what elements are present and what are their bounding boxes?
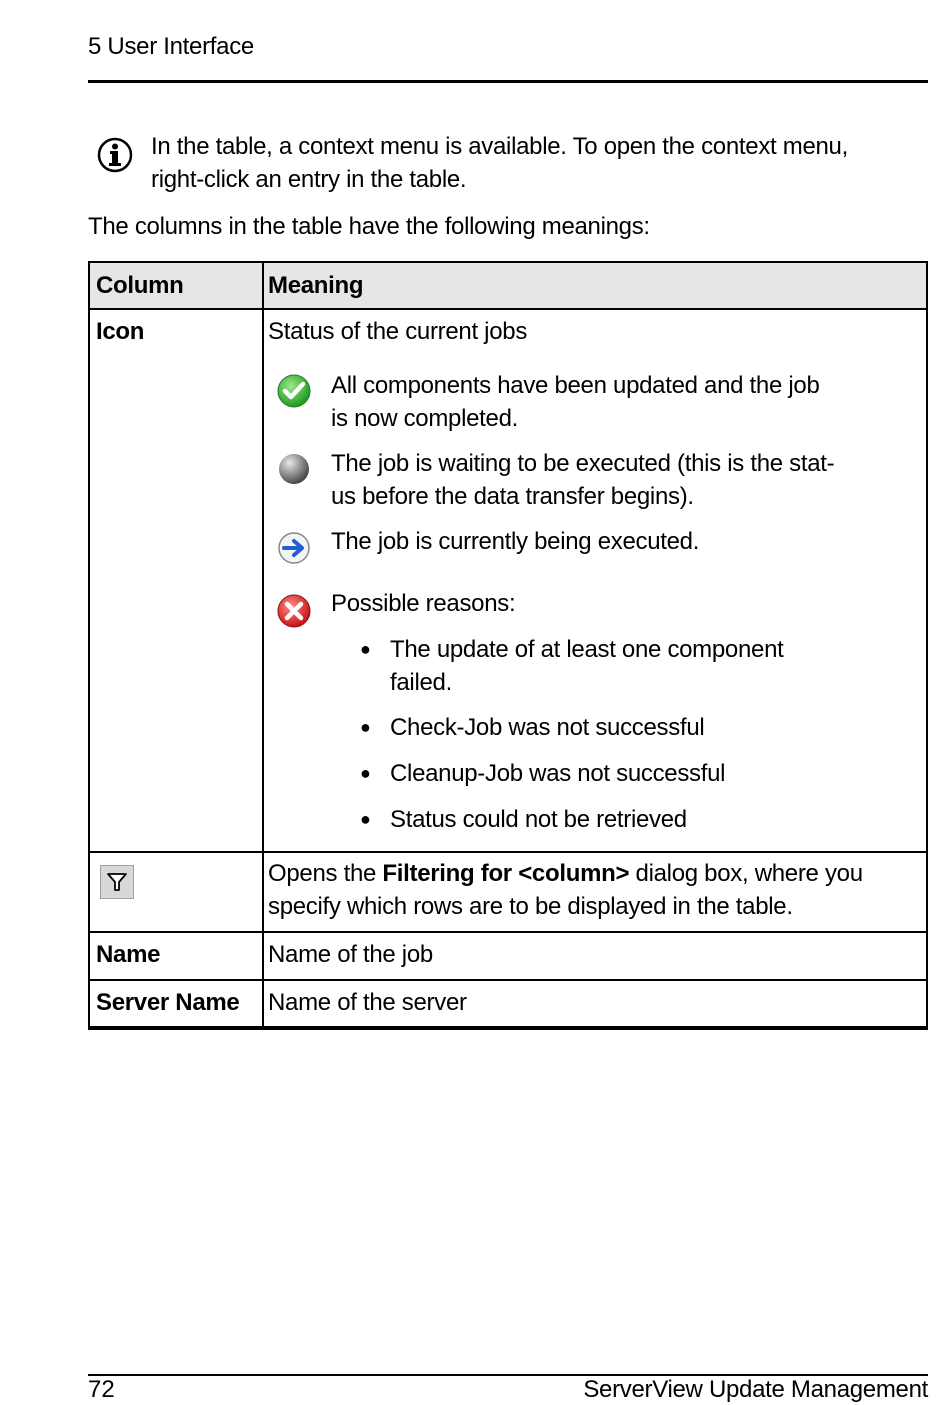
row-server-name-meaning: Name of the server (268, 989, 467, 1016)
bullet-dot-icon: ● (360, 809, 371, 829)
status-line: The job is waiting to be executed (this is the stat- (331, 450, 835, 477)
filter-icon (100, 865, 134, 899)
filter-dialog-name: Filtering for <column> (382, 860, 630, 887)
header-rule (88, 80, 928, 83)
columns-table (88, 261, 928, 1030)
bullet-dot-icon: ● (360, 717, 371, 737)
filter-meaning-suffix: dialog box, where you (629, 860, 863, 887)
document-title: ServerView Update Management (583, 1376, 928, 1403)
intro-paragraph: The columns in the table have the following meanings: (88, 213, 650, 240)
column-divider (262, 263, 264, 1026)
note-line-2: right-click an entry in the table. (151, 166, 467, 193)
running-header: 5 User Interface (88, 33, 254, 60)
reason-text (390, 633, 840, 699)
executing-arrow-icon (276, 529, 312, 565)
row-name-meaning: Name of the job (268, 941, 433, 968)
table-header-row (90, 263, 926, 310)
row-divider (90, 931, 926, 933)
header-column: Column (96, 272, 184, 299)
row-server-name-column: Server Name (96, 989, 240, 1016)
header-meaning: Meaning (268, 272, 364, 299)
reason-line: The update of at least one component (390, 636, 784, 663)
info-icon (96, 136, 134, 174)
row-name-column: Name (96, 941, 161, 968)
note-text (151, 130, 911, 196)
row-icon-meaning: Status of the current jobs (268, 318, 528, 345)
row-divider (90, 851, 926, 853)
status-line: Possible reasons: (331, 590, 516, 617)
reason-text: Check-Job was not successful (390, 714, 705, 741)
row-divider (90, 979, 926, 981)
page-number: 72 (88, 1376, 115, 1403)
status-text (331, 525, 871, 558)
status-line: The job is currently being executed. (331, 528, 700, 555)
waiting-gray-ball-icon (276, 451, 312, 487)
note-line-1: In the table, a context menu is available. To open the context menu, (151, 133, 848, 160)
bullet-dot-icon: ● (360, 763, 371, 783)
reason-text: Status could not be retrieved (390, 806, 687, 833)
status-text (331, 587, 871, 620)
filter-meaning (268, 857, 918, 923)
status-text (331, 369, 871, 435)
status-line: All components have been updated and the job (331, 372, 820, 399)
bullet-dot-icon: ● (360, 639, 371, 659)
reason-line: failed. (390, 669, 452, 696)
reason-text: Cleanup-Job was not successful (390, 760, 726, 787)
error-x-icon (276, 593, 312, 629)
status-line: us before the data transfer begins). (331, 483, 694, 510)
completed-check-icon (276, 373, 312, 409)
status-line: is now completed. (331, 405, 518, 432)
row-icon-column: Icon (96, 318, 145, 345)
filter-meaning-prefix: Opens the (268, 860, 383, 887)
filter-meaning-line-1 (268, 857, 918, 890)
filter-meaning-line-2: specify which rows are to be displayed in the table. (268, 893, 793, 920)
status-text (331, 447, 871, 513)
